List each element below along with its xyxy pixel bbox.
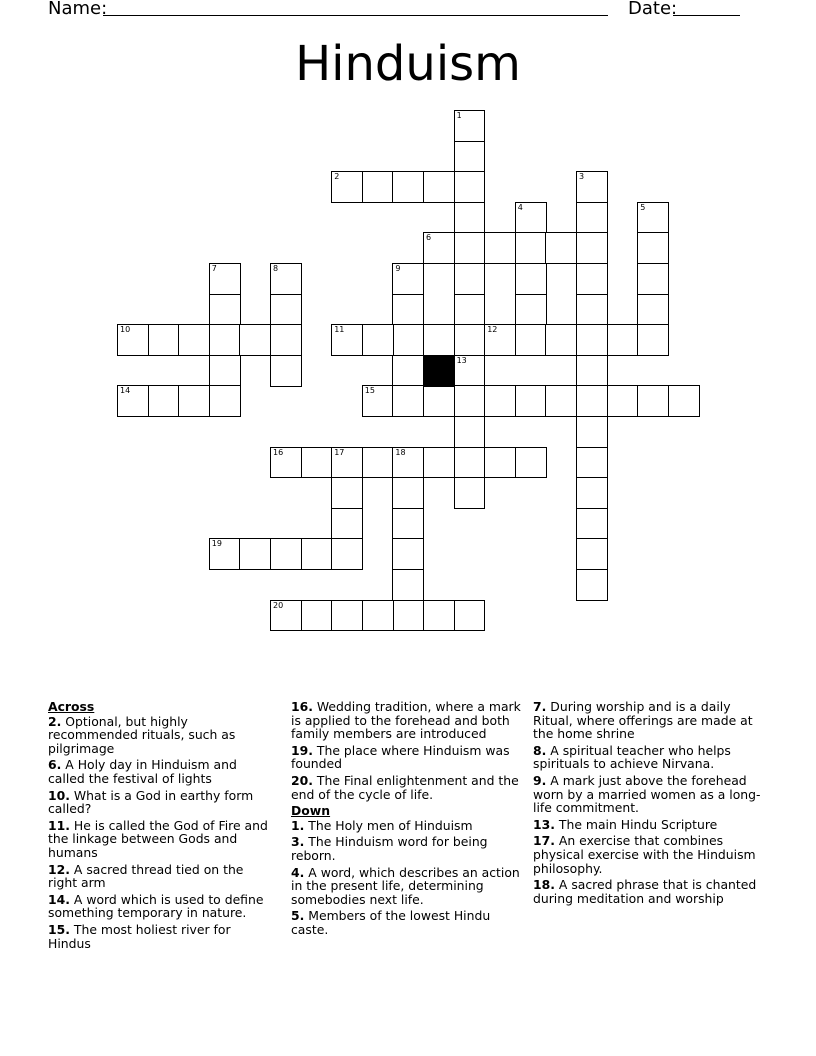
grid-cell[interactable] <box>515 232 547 264</box>
grid-cell[interactable] <box>545 232 577 264</box>
grid-cell[interactable] <box>637 385 669 417</box>
cell-number: 19 <box>211 539 222 549</box>
grid-cell[interactable] <box>576 477 608 509</box>
grid-cell[interactable] <box>423 232 455 264</box>
grid-cell[interactable] <box>637 324 669 356</box>
cell-number: 13 <box>456 355 467 365</box>
grid-cell[interactable] <box>270 447 302 479</box>
clue-across-20: 20. The Final enlightenment and the end of the cycle of life. <box>291 772 519 802</box>
grid-cell[interactable] <box>392 508 424 540</box>
grid-cell[interactable] <box>484 232 516 264</box>
grid-cell[interactable] <box>392 355 424 387</box>
grid-cell[interactable] <box>515 324 547 356</box>
grid-cell[interactable] <box>239 538 271 570</box>
grid-cell[interactable] <box>576 324 608 356</box>
grid-cell[interactable] <box>270 355 302 387</box>
grid-cell[interactable] <box>178 324 210 356</box>
cell-number: 16 <box>273 447 284 457</box>
grid-cell[interactable] <box>545 385 577 417</box>
clue-across-10: 10. What is a God in earthy form called? <box>48 787 254 817</box>
name-label: Name: <box>48 0 108 19</box>
grid-cell[interactable] <box>423 324 455 356</box>
grid-cell[interactable] <box>637 294 669 326</box>
grid-cell[interactable] <box>576 569 608 601</box>
grid-cell[interactable] <box>331 324 363 356</box>
grid-cell[interactable] <box>576 416 608 448</box>
cell-number: 11 <box>334 325 345 335</box>
name-field[interactable] <box>103 15 608 16</box>
grid-cell[interactable] <box>392 385 424 417</box>
grid-cell[interactable] <box>545 324 577 356</box>
grid-cell[interactable] <box>454 171 486 203</box>
grid-cell[interactable] <box>362 171 394 203</box>
grid-cell[interactable] <box>392 294 424 326</box>
clue-across-6: 6. A Holy day in Hinduism and called the festival of lights <box>48 757 237 786</box>
grid-cell[interactable] <box>362 447 394 479</box>
grid-cell[interactable] <box>484 447 516 479</box>
grid-cell[interactable] <box>454 447 486 479</box>
black-cell <box>423 355 455 387</box>
grid-cell[interactable] <box>576 294 608 326</box>
cell-number: 3 <box>579 172 585 182</box>
grid-cell[interactable] <box>209 538 241 570</box>
grid-cell[interactable] <box>392 569 424 601</box>
cell-number: 2 <box>334 172 340 182</box>
cell-number: 20 <box>273 600 284 610</box>
grid-cell[interactable] <box>392 538 424 570</box>
cell-number: 18 <box>395 447 406 457</box>
grid-cell[interactable] <box>454 355 486 387</box>
clues-column-2 <box>291 700 523 940</box>
grid-cell[interactable] <box>668 385 700 417</box>
grid-cell[interactable] <box>331 171 363 203</box>
grid-cell[interactable] <box>454 263 486 295</box>
cell-number: 7 <box>211 264 217 273</box>
clue-across-14: 14. A word which is used to define something temporary in nature. <box>48 891 264 921</box>
grid-cell[interactable] <box>362 600 394 632</box>
grid-cell[interactable] <box>454 232 486 264</box>
grid-cell[interactable] <box>392 600 424 632</box>
grid-cell[interactable] <box>392 447 424 479</box>
cell-number: 14 <box>120 386 131 396</box>
grid-cell[interactable] <box>607 385 639 417</box>
grid-cell[interactable] <box>515 202 547 234</box>
grid-cell[interactable] <box>331 600 363 632</box>
clue-down-5: 5. Members of the lowest Hindu caste. <box>291 908 491 937</box>
cell-number: 15 <box>364 386 375 396</box>
grid-cell[interactable] <box>117 324 149 356</box>
grid-cell[interactable] <box>209 355 241 387</box>
grid-cell[interactable] <box>178 385 210 417</box>
grid-cell[interactable] <box>515 447 547 479</box>
grid-cell[interactable] <box>392 171 424 203</box>
grid-cell[interactable] <box>270 324 302 356</box>
grid-cell[interactable] <box>331 508 363 540</box>
grid-cell[interactable] <box>454 324 486 356</box>
grid-cell[interactable] <box>637 202 669 234</box>
grid-cell[interactable] <box>454 141 486 173</box>
grid-cell[interactable] <box>454 385 486 417</box>
clue-down-8: 8. A spiritual teacher who helps spirituals to achieve Nirvana. <box>533 742 731 772</box>
grid-cell[interactable] <box>301 538 333 570</box>
clue-down-9: 9. A mark just above the forehead worn by a married women as a long-life commitment. <box>533 772 761 816</box>
cell-number: 9 <box>395 264 401 273</box>
grid-cell[interactable] <box>576 202 608 234</box>
grid-cell[interactable] <box>607 324 639 356</box>
header <box>48 0 748 22</box>
grid-cell[interactable] <box>392 477 424 509</box>
grid-cell[interactable] <box>454 110 486 142</box>
grid-cell[interactable] <box>454 600 486 632</box>
cell-number: 6 <box>426 233 432 243</box>
cell-number: 4 <box>517 202 523 212</box>
date-field[interactable] <box>673 15 740 16</box>
grid-cell[interactable] <box>576 385 608 417</box>
clue-down-7: 7. During worship and is a daily Ritual, where offerings are made at the home shrine <box>533 699 753 742</box>
grid-cell[interactable] <box>209 294 241 326</box>
grid-cell[interactable] <box>576 538 608 570</box>
clue-across-15: 15. The most holiest river for Hindus <box>48 921 231 951</box>
clue-across-2: 2. Optional, but highly recommended rituals, such as pilgrimage <box>48 713 236 756</box>
grid-cell[interactable] <box>454 202 486 234</box>
grid-cell[interactable] <box>484 385 516 417</box>
grid-cell[interactable] <box>454 477 486 509</box>
grid-cell[interactable] <box>576 232 608 264</box>
grid-cell[interactable] <box>576 263 608 295</box>
cell-number: 8 <box>273 264 279 273</box>
grid-cell[interactable] <box>270 538 302 570</box>
grid-cell[interactable] <box>392 324 424 356</box>
clue-down-17: 17. An exercise that combines physical exercise with the Hinduism philosophy. <box>533 833 756 876</box>
grid-cell[interactable] <box>637 263 669 295</box>
grid-cell[interactable] <box>301 600 333 632</box>
grid-cell[interactable] <box>270 294 302 326</box>
grid-cell[interactable] <box>423 171 455 203</box>
page-title: Hinduism <box>295 36 521 92</box>
clue-down-1: 1. The Holy men of Hinduism <box>291 817 473 833</box>
grid-cell[interactable] <box>423 447 455 479</box>
clues-column-1 <box>48 700 276 953</box>
grid-cell[interactable] <box>331 447 363 479</box>
clue-across-11: 11. He is called the God of Fire and the linkage between Gods and humans <box>48 817 268 860</box>
grid-cell[interactable] <box>117 385 149 417</box>
grid-cell[interactable] <box>454 294 486 326</box>
down-heading: Down <box>291 803 331 819</box>
clue-down-4: 4. A word, which describes an action in the present life, determining somebodies next life. <box>291 864 520 907</box>
grid-cell[interactable] <box>423 600 455 632</box>
grid-cell[interactable] <box>209 324 241 356</box>
clue-across-19: 19. The place where Hinduism was founded <box>291 742 510 772</box>
grid-cell[interactable] <box>148 385 180 417</box>
grid-cell[interactable] <box>576 508 608 540</box>
grid-cell[interactable] <box>423 385 455 417</box>
grid-cell[interactable] <box>209 263 241 295</box>
date-label: Date: <box>628 0 678 19</box>
grid-cell[interactable] <box>576 355 608 387</box>
cell-number: 17 <box>334 447 345 457</box>
clues-column-3 <box>533 700 768 908</box>
grid-cell[interactable] <box>148 324 180 356</box>
grid-cell[interactable] <box>515 294 547 326</box>
clue-down-3: 3. The Hinduism word for being reborn. <box>291 834 488 863</box>
grid-cell[interactable] <box>331 538 363 570</box>
grid-cell[interactable] <box>515 263 547 295</box>
grid-cell[interactable] <box>392 263 424 295</box>
grid-cell[interactable] <box>454 416 486 448</box>
grid-cell[interactable] <box>576 171 608 203</box>
grid-cell[interactable] <box>209 385 241 417</box>
grid-cell[interactable] <box>301 447 333 479</box>
cell-number: 10 <box>120 325 131 335</box>
clue-down-18: 18. A sacred phrase that is chanted during meditation and worship <box>533 877 757 906</box>
clue-across-16: 16. Wedding tradition, where a mark is applied to the forehead and both family members are introduced <box>291 699 521 742</box>
grid-cell[interactable] <box>362 385 394 417</box>
grid-cell[interactable] <box>270 263 302 295</box>
cell-number: 1 <box>456 111 462 120</box>
grid-cell[interactable] <box>331 477 363 509</box>
grid-cell[interactable] <box>362 324 394 356</box>
grid-cell[interactable] <box>270 600 302 632</box>
grid-cell[interactable] <box>484 324 516 356</box>
cell-number: 12 <box>487 325 498 335</box>
grid-cell[interactable] <box>637 232 669 264</box>
cell-number: 5 <box>640 202 646 212</box>
grid-cell[interactable] <box>239 324 271 356</box>
clue-down-13: 13. The main Hindu Scripture <box>533 816 718 832</box>
grid-cell[interactable] <box>515 385 547 417</box>
clue-across-12: 12. A sacred thread tied on the right arm <box>48 861 244 891</box>
grid-cell[interactable] <box>576 447 608 479</box>
across-heading: Across <box>48 699 95 714</box>
